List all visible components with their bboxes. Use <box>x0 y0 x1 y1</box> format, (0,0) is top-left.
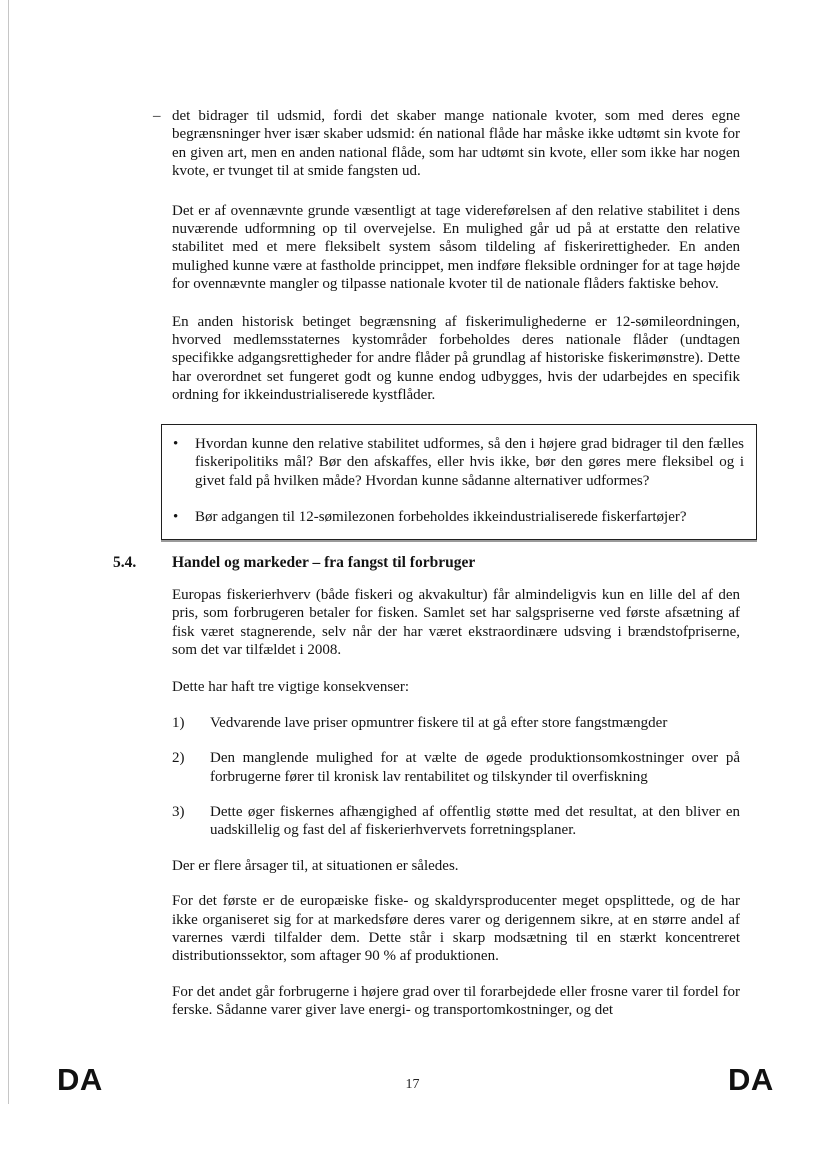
question-text: Hvordan kunne den relative stabilitet udformes, så den i højere grad bidrager til den fælles fiskeripolitiks mål? Bør den afskaffes, eller hvis ikke, bør den gøres mere fleksibel og i givet fald på hvilken måde? Hvordan kunne sådanne alternativer udformes? <box>195 435 744 489</box>
list-number: 2) <box>172 750 185 767</box>
numbered-list-item <box>172 749 740 786</box>
paragraph-reasons: Der er flere årsager til, at situationen er således. <box>172 857 459 874</box>
list-item-text: Den manglende mulighed for at vælte de øgede produktionsomkostninger over på forbrugerne fører til kronisk lav rentabilitet og tilskynder til overfiskning <box>210 750 740 785</box>
question-box-item <box>169 435 744 490</box>
section-heading <box>113 554 740 572</box>
dash-marker: – <box>153 108 161 124</box>
numbered-list-item <box>172 803 740 840</box>
page-body <box>113 0 744 1039</box>
paragraph-relative-stability: Det er af ovennævnte grunde væsentligt at tage videreførelsen af den relative stabilitet i dens nuværende udformning op til overvejelse. En mulighed går ud på at erstatte den relative stabilitet med et mere fleksibelt system såsom tildeling af fiskerirettigheder. En anden mulighed kunne være at fastholde princippet, men indføre fleksible ordninger for at tage højde for ovennævnte mangler og tilpasse nationale kvoter til de nationale flåders faktiske behov. <box>172 202 740 293</box>
numbered-list-item <box>172 714 740 732</box>
list-item-text: Dette øger fiskernes afhængighed af offentlig støtte med det resultat, at den bliver en uadskillelig og fast del af fiskerierhvervets forretningsplaner. <box>210 803 740 839</box>
paragraph-consequences-intro: Dette har haft tre vigtige konsekvenser: <box>172 679 409 696</box>
question-text: Bør adgangen til 12-sømilezonen forbeholdes ikkeindustrialiserede fiskerfartøjer? <box>195 508 687 525</box>
question-box <box>161 424 757 541</box>
list-item-text: Vedvarende lave priser opmuntrer fiskere til at gå efter store fangstmængder <box>210 714 668 731</box>
question-box-item <box>169 508 744 526</box>
paragraph-12-mile: En anden historisk betinget begrænsning af fiskerimulighederne er 12-sømileordningen, hvorved medlemsstaternes kystområder forbeholdes deres nationale flåder (undtagen specifikke adgangsrettigheder for andre flåder på grundlag af historiske fiskerimønstre). Dette har overordnet set fungeret godt og kunne endog udbygges, hvis der udarbejdes en specifik ordning for ikkeindustrialiserede kystflåder. <box>172 313 740 404</box>
section-number: 5.4. <box>113 554 137 572</box>
paragraph-europas: Europas fiskerierhverv (både fiskeri og akvakultur) får almindeligvis kun en lille del af den pris, som forbrugeren betaler for fisken. Samlet set har salgspriserne ved første afsætning af fisk været stagnerende, selv når der har været ekstraordinære udsving i brændstofpriserne, som det var tilfældet i 2008. <box>172 586 740 658</box>
scan-edge-artifact <box>8 0 9 1104</box>
paragraph-second-reason: For det andet går forbrugerne i højere grad over til forarbejdede eller frosne varer til fordel for ferske. Sådanne varer giver lave energi- og transportomkostninger, og det <box>172 983 740 1019</box>
dash-item-text: det bidrager til udsmid, fordi det skaber mange nationale kvoter, som med deres egne begrænsninger hver især skaber udsmid: én national flåde har måske ikke udtømt sin kvote for en given art, men en anden national flåde, som har udtømt sin kvote, eller som ikke har nogen kvote, er tvunget til at smide fangsten ud. <box>172 108 740 180</box>
footer-language-code-right: DA <box>728 1062 774 1097</box>
paragraph-first-reason: For det første er de europæiske fiske- og skaldyrsproducenter meget opsplittede, og de har ikke organiseret sig for at markedsføre deres varer og derigennem sikre, at en større andel af varernes værdi tilfalder dem. Dette står i skarp modsætning til en stærkt koncentreret distributionssektor, som aftager 90 % af produktionen. <box>172 893 740 965</box>
footer-page-number: 17 <box>405 1077 420 1092</box>
bullet-icon: • <box>173 435 179 452</box>
list-number: 1) <box>172 714 185 731</box>
footer-language-code-left: DA <box>57 1062 103 1097</box>
list-number: 3) <box>172 803 185 820</box>
section-title: Handel og markeder – fra fangst til forbruger <box>172 554 476 572</box>
bullet-icon: • <box>173 508 179 525</box>
dash-list-item <box>153 107 740 181</box>
